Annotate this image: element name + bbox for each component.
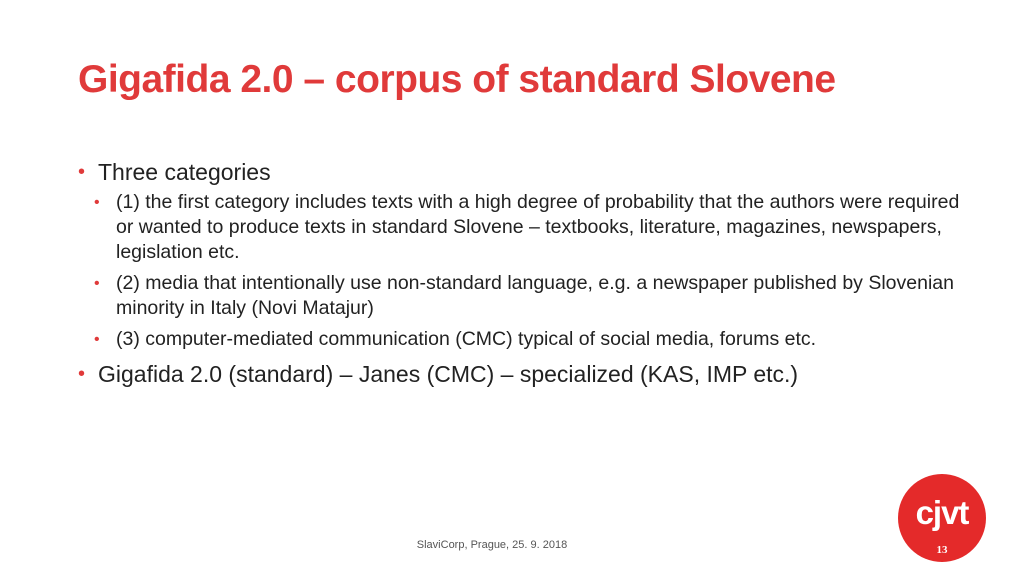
page-number: 13 <box>936 544 948 556</box>
sub-bullet-item <box>94 190 968 265</box>
sub-bullet-item <box>94 271 968 321</box>
bullet-icon: • <box>78 161 86 183</box>
sub-bullet-list <box>94 190 968 352</box>
bullet-text: Three categories <box>98 159 271 185</box>
bullet-icon: • <box>94 275 100 292</box>
cjvt-logo <box>898 474 986 562</box>
sub-bullet-text: (1) the first category includes texts with a high degree of probability that the authors were required or wanted to produce texts in standard Slovene – textbooks, literature, magazines, newspapers, legislation etc. <box>116 191 960 263</box>
sub-bullet-item <box>94 327 968 352</box>
bullet-icon: • <box>94 194 100 211</box>
slide-title: Gigafida 2.0 – corpus of standard Slovene <box>78 58 836 101</box>
sub-bullet-text: (3) computer-mediated communication (CMC) typical of social media, forums etc. <box>116 328 817 350</box>
slide-footer: SlaviCorp, Prague, 25. 9. 2018 <box>416 539 568 551</box>
sub-bullet-text: (2) media that intentionally use non-standard language, e.g. a newspaper published by Slovenian minority in Italy (Novi Matajur) <box>116 272 954 319</box>
bullet-icon: • <box>94 331 100 348</box>
bullet-item <box>78 358 968 390</box>
logo-text: cjvt <box>915 494 969 531</box>
bullet-text: Gigafida 2.0 (standard) – Janes (CMC) – specialized (KAS, IMP etc.) <box>98 361 799 387</box>
bullet-icon: • <box>78 363 86 385</box>
bullet-item <box>78 156 968 188</box>
slide-content <box>78 156 968 390</box>
